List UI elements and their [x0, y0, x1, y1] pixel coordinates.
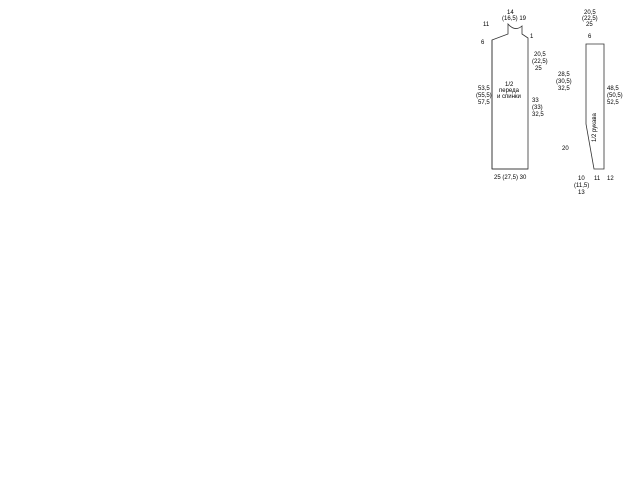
- sleeve-measure-11: 11: [594, 176, 601, 182]
- sleeve-measure-cuff: 10: [578, 176, 585, 182]
- measure-total-2: (55,5): [476, 93, 492, 99]
- sleeve-measure-cuff-2: (11,5): [574, 183, 590, 189]
- measure-1: 1: [530, 34, 534, 40]
- sleeve-pattern-piece: [586, 44, 604, 169]
- sleeve-measure-6: 6: [588, 34, 592, 40]
- scheme-2-chart: [476, 211, 606, 258]
- measure-11: 11: [483, 22, 490, 28]
- pattern-diagram: [478, 4, 638, 194]
- sleeve-measure-len-3: 52,5: [607, 100, 619, 106]
- sleeve-measure-top: 20,5: [584, 10, 596, 16]
- measure-neck-2: (16,5) 19: [502, 16, 527, 22]
- sleeve-measure-len-2: (50,5): [607, 93, 623, 99]
- measure-total: 53,5: [478, 86, 490, 92]
- sleeve-measure-mid: 28,5: [558, 72, 570, 78]
- sleeve-measure-20: 20: [562, 146, 569, 152]
- measure-armhole-3: 25: [535, 66, 542, 72]
- measure-armhole: 20,5: [534, 52, 546, 58]
- sleeve-label: 1/2 рукава: [592, 113, 598, 142]
- measure-side: 33: [532, 98, 539, 104]
- scheme-1-chart: [18, 211, 473, 478]
- sleeve-measure-12: 12: [607, 176, 614, 182]
- sleeve-measure-top-2: (22,5): [582, 16, 598, 22]
- sleeve-measure-len: 48,5: [607, 86, 619, 92]
- sleeve-measure-top-3: 25: [586, 22, 593, 28]
- scheme-1-grid: [18, 211, 473, 473]
- measure-6: 6: [481, 40, 485, 46]
- measure-side-2: (33): [532, 105, 543, 111]
- sleeve-measure-mid-3: 32,5: [558, 86, 570, 92]
- sleeve-measure-cuff-3: 13: [578, 190, 585, 196]
- body-label-line1: 1/2: [505, 82, 514, 88]
- measure-armhole-2: (22,5): [532, 59, 548, 65]
- scheme-2-grid: [476, 211, 606, 253]
- measure-side-3: 32,5: [532, 112, 544, 118]
- measure-width: 25 (27,5) 30: [494, 175, 527, 181]
- body-label-line2: переда: [499, 88, 519, 94]
- sleeve-measure-mid-2: (30,5): [556, 79, 572, 85]
- body-label-line3: и спинки: [497, 94, 521, 100]
- measure-neck: 14: [507, 10, 514, 16]
- measure-total-3: 57,5: [478, 100, 490, 106]
